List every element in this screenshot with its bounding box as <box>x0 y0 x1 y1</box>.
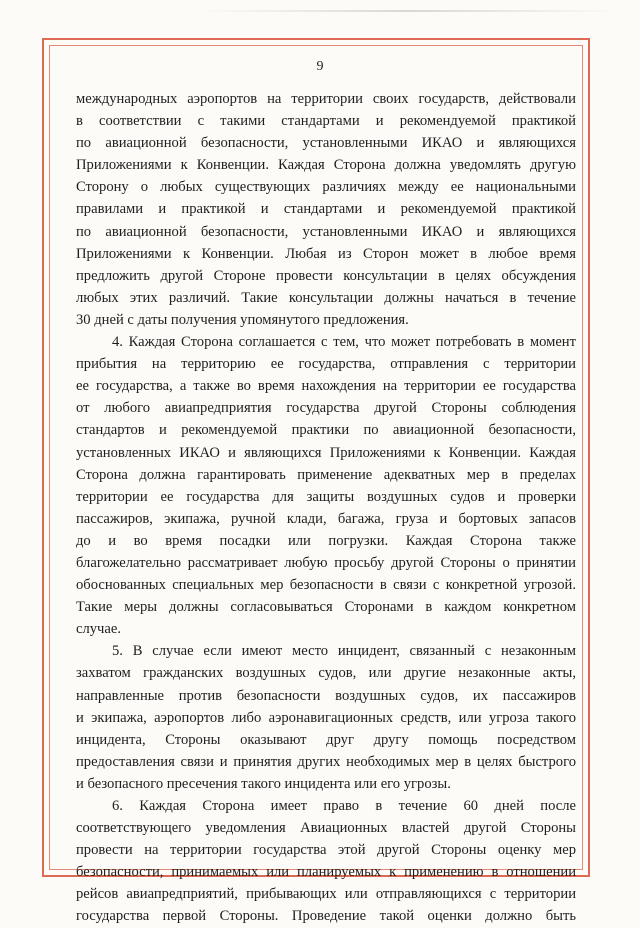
text-line: обоснованных специальных мер безопасности в связи с конкретной угрозой. <box>76 577 576 594</box>
text-line: по авиационной безопасности, установленными ИКАО и являющихся <box>76 135 576 152</box>
text-line: стандартов и рекомендуемой практики по авиационной безопасности, <box>76 422 576 439</box>
text-line: государства первой Стороны. Проведение такой оценки должно быть <box>76 908 576 925</box>
paragraph-continuation <box>76 88 576 331</box>
text-line: Сторона должна гарантировать применение адекватных мер в пределах <box>76 466 576 483</box>
text-line: 5. В случае если имеют место инцидент, связанный с незаконным <box>112 643 576 660</box>
text-line: прибытия на территорию ее государства, отправления с территории <box>76 356 576 373</box>
text-line: установленных ИКАО и являющихся Приложениями к Конвенции. Каждая <box>76 444 576 461</box>
text-line: от любого авиапредприятия государства другой Стороны соблюдения <box>76 400 576 417</box>
page-number: 9 <box>316 59 324 74</box>
text-line: инцидента, Стороны оказывают друг другу помощь посредством <box>76 731 576 748</box>
text-line: Приложениями к Конвенции. Каждая Сторона должна уведомлять другую <box>76 157 576 174</box>
document-body <box>76 88 576 928</box>
text-line: случае. <box>76 621 121 638</box>
text-line: и экипажа, аэропортов либо аэронавигационных средств, или угроза такого <box>76 709 576 726</box>
text-line: 30 дней с даты получения упомянутого предложения. <box>76 311 409 328</box>
text-line: провести на территории государства этой другой Стороны оценку мер <box>76 842 576 859</box>
text-line: рейсов авиапредприятий, прибывающих или отправляющихся с территории <box>76 886 576 903</box>
text-line: соответствующего уведомления Авиационных властей другой Стороны <box>76 820 576 837</box>
text-line: 4. Каждая Сторона соглашается с тем, что может потребовать в момент <box>112 334 576 351</box>
paragraph-item-4 <box>76 331 576 640</box>
text-line: захватом гражданских воздушных судов, или другие незаконные акты, <box>76 665 576 682</box>
paragraph-item-5 <box>76 640 576 795</box>
text-line: по авиационной безопасности, установленными ИКАО и являющихся <box>76 223 576 240</box>
text-line: 6. Каждая Сторона имеет право в течение 60 дней после <box>112 798 576 814</box>
text-line: Такие меры должны согласовываться Сторонами в каждом конкретном <box>76 599 576 616</box>
text-line: международных аэропортов на территории своих государств, действовали <box>76 91 576 107</box>
text-line: любых этих различий. Такие консультации должны начаться в течение <box>76 289 576 306</box>
text-line: благожелательно рассматривает любую просьбу другой Стороны о принятии <box>76 554 576 571</box>
text-line: до и во время посадки или погрузки. Каждая Сторона также <box>76 532 576 549</box>
text-line: безопасности, принимаемых или планируемых к применению в отношении <box>76 864 576 881</box>
text-line: и безопасного пресечения такого инцидента или его угрозы. <box>76 775 451 792</box>
scan-artifact <box>200 10 620 12</box>
text-line: ее государства, а также во время нахождения на территории ее государства <box>76 378 576 395</box>
text-line: направленные против безопасности воздушных судов, их пассажиров <box>76 687 576 704</box>
text-line: предоставления связи и принятия других необходимых мер в целях быстрого <box>76 753 576 770</box>
text-line: Сторону о любых существующих различиях между ее национальными <box>76 179 576 196</box>
text-line: Приложениями к Конвенции. Любая из Сторон может в любое время <box>76 245 576 262</box>
text-line: пассажиров, экипажа, ручной клади, багажа, груза и бортовых запасов <box>76 510 576 527</box>
text-line: предложить другой Стороне провести консультации в целях обсуждения <box>76 267 576 284</box>
text-line: в соответствии с такими стандартами и рекомендуемой практикой <box>76 113 576 130</box>
paragraph-item-6 <box>76 795 576 928</box>
text-line: территории ее государства для защиты воздушных судов и проверки <box>76 488 576 505</box>
text-line: правилами и практикой и стандартами и рекомендуемой практикой <box>76 201 576 218</box>
